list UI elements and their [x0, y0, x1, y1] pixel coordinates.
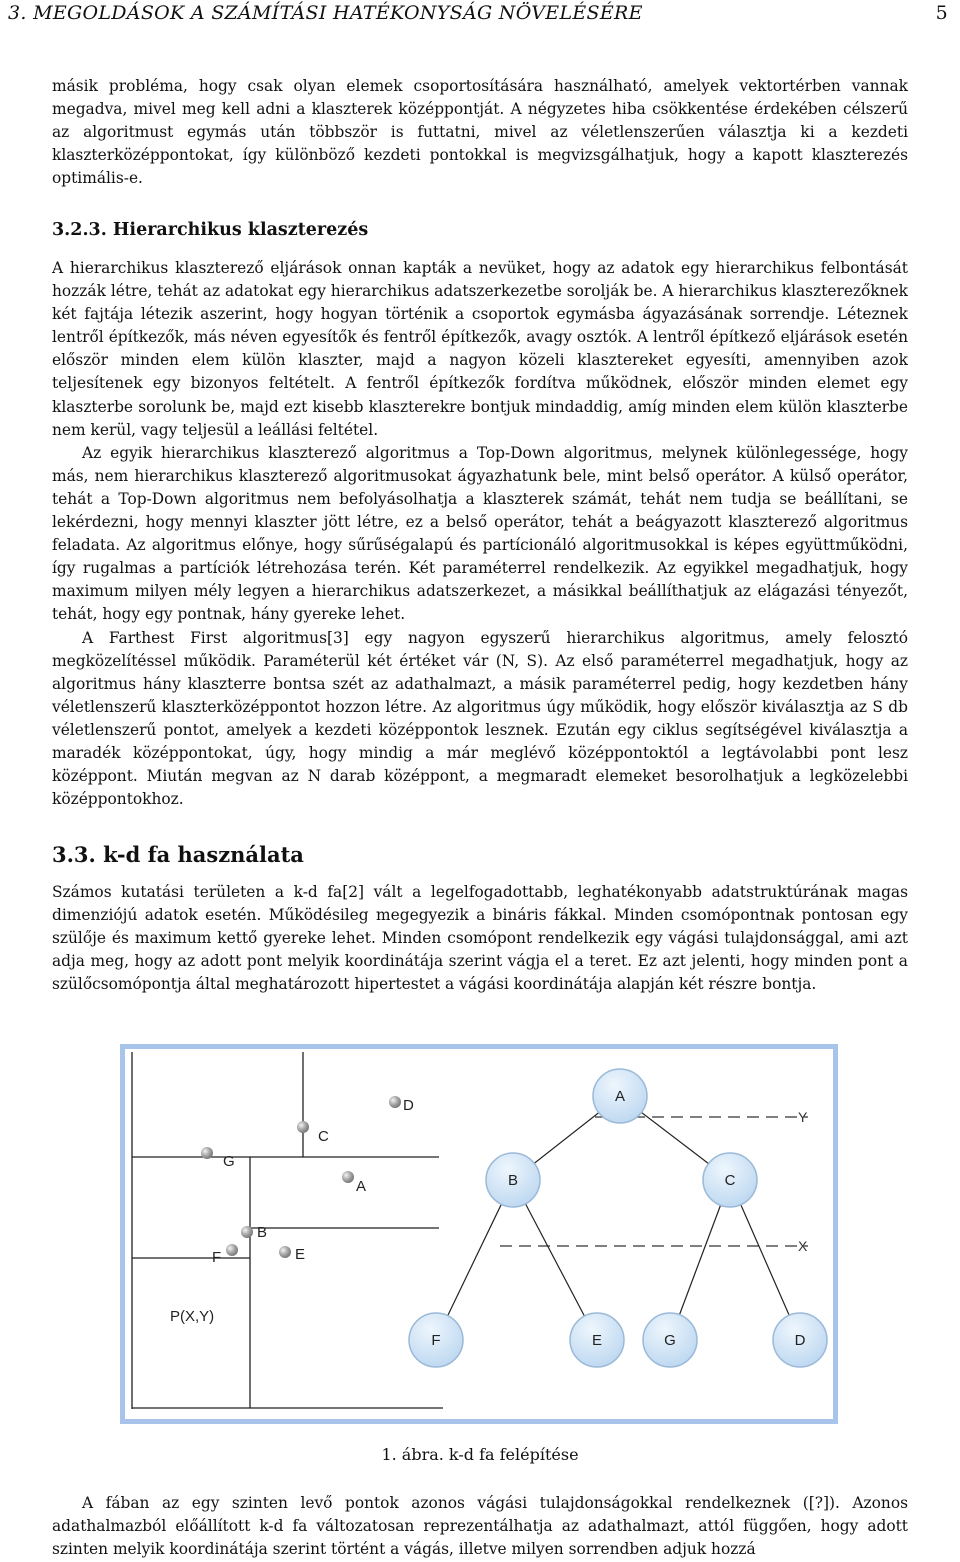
closing-paragraph: A fában az egy szinten levő pontok azonos vágási tulajdonságokkal rendelkeznek ([?]). Azonos adathalmazból előállított k-d fa változatosan reprezentálhatja az adathalmazt, attól függően, hogy adott szinten melyik koordinátája szerint történt a vágás, illetve milyen sorrendben adjuk hozzá — [52, 1494, 908, 1559]
kd-tree-figure-svg — [125, 1049, 833, 1419]
origin-label: P(X,Y) — [170, 1308, 215, 1325]
intro-paragraph: másik probléma, hogy csak olyan elemek csoportosítására használható, amelyek vektortérben vannak megadva, mivel meg kell adni a klaszterek középpontját. A négyzetes hiba csökkentése érdekében célszerű az algoritmust egymás után többször is futtatni, mivel az véletlenszerűen választja ki a kezdeti klaszterközéppontokat, így különböző kezdeti pontokkal is megvizsgálhatjuk, hogy a kapott klaszterezés optimális-e. — [52, 77, 908, 188]
kd-tree-diagram — [409, 1069, 827, 1367]
running-header — [8, 2, 948, 28]
tree-node-label-d: D — [794, 1332, 806, 1349]
point-label-b: B — [257, 1224, 268, 1241]
point-label-a: A — [356, 1178, 367, 1195]
point-label-d: D — [403, 1097, 414, 1114]
tree-node-label-a: A — [614, 1088, 626, 1105]
hier-paragraph-2: Az egyik hierarchikus klaszterező algoritmus a Top-Down algoritmus, melynek különlegessége, hogy más, nem hierarchikus klaszterező algoritmusokat ágyazhatunk bele, mint belső operátor. A külső operátor, tehát a Top-Down algoritmus nem befolyásolhatja a klaszterek számát, tehát nem tudja se beállítani, se lekérdezni, hogy mennyi klaszter jött létre, ez a belső operátor, tehát a beágyazott klaszterező algoritmus feladata. Az algoritmus előnye, hogy sűrűségalapú és partícionáló algoritmusokkal is képes együttműködni, így rugalmas a partíciók létrehozása terén. Két paraméterrel rendelkezik. Az egyikkel megadhatjuk, hogy maximum milyen mély legyen a hierarchikus adatszerkezet, a másikkal beállíthatjuk az elágazási tényezőt, tehát, hogy egy pontnak, hány gyereke lehet. — [52, 443, 908, 624]
point-a — [342, 1171, 354, 1183]
tree-node-label-f: F — [431, 1332, 441, 1349]
point-f — [226, 1244, 238, 1256]
page-number: 5 — [935, 2, 948, 24]
point-d — [389, 1096, 401, 1108]
section-heading-3-3: 3.3. k-d fa használata — [52, 842, 304, 867]
intro-paragraph-block — [52, 75, 908, 190]
tree-node-label-e: E — [591, 1332, 603, 1349]
point-g — [201, 1147, 213, 1159]
kd-tree-section-body — [52, 881, 908, 996]
point-e — [279, 1246, 291, 1258]
level-label-x: X — [798, 1238, 808, 1254]
tree-node-label-c: C — [724, 1172, 736, 1189]
tree-node-label-b: B — [507, 1172, 519, 1189]
point-label-c: C — [318, 1128, 329, 1145]
figure-caption: 1. ábra. k-d fa felépítése — [381, 1445, 579, 1464]
space-partition-diagram — [132, 1052, 443, 1409]
closing-paragraph-block — [52, 1492, 908, 1561]
section-heading-3-2-3: 3.2.3. Hierarchikus klaszterezés — [52, 220, 369, 240]
tree-node-label-g: G — [664, 1332, 676, 1349]
hierarchical-section-body — [52, 257, 908, 811]
point-label-f: F — [212, 1249, 222, 1266]
header-title: 3. MEGOLDÁSOK A SZÁMÍTÁSI HATÉKONYSÁG NÖVELÉSÉRE — [8, 2, 643, 24]
point-b — [241, 1226, 253, 1238]
level-label-y: Y — [798, 1109, 808, 1125]
point-label-e: E — [295, 1246, 306, 1263]
kd-tree-figure — [120, 1044, 838, 1424]
point-label-g: G — [223, 1153, 235, 1170]
point-c — [297, 1121, 309, 1133]
kd-tree-paragraph: Számos kutatási területen a k-d fa[2] vált a legelfogadottabb, leghatékonyabb adatstruktúrának magas dimenziójú adatok esetén. Működésileg megegyezik a bináris fákkal. Minden csomópontnak pontosan egy szülője és maximum kettő gyereke lehet. Minden csomópont rendelkezik egy vágási tulajdonsággal, ami azt adja meg, hogy az adott pont melyik koordinátája szerint vágja el a teret. Ez azt jelenti, hogy minden pont a szülőcsomópontja által meghatározott hipertestet a vágási koordinátája alapján két részre bontja. — [52, 883, 908, 994]
hier-paragraph-1: A hierarchikus klaszterező eljárások onnan kapták a nevüket, hogy az adatok egy hierarchikus felbontását hozzák létre, tehát az adatokat egy hierarchikus adatszerkezetbe sorolják be. A hierarchikus klaszterezőknek két fajtája létezik aszerint, hogy hogyan történik a csoportok egymásba ágyazásának sorrendje. Léteznek lentről építkezők, más néven egyesítők és fentről építkezők, avagy osztók. A lentről építkező eljárások esetén először minden elem külön klaszter, majd a nagyon közeli klasztereket egyesíti, amennyiben azok teljesítenek egy bizonyos feltételt. A fentről építkezők fordítva működnek, először minden elemet egy klaszterbe sorolunk be, majd ezt kisebb klaszterekre bontjuk mindaddig, amíg minden elem külön klaszterbe nem kerül, vagy teljesül a leállási feltétel. — [52, 259, 908, 439]
hier-paragraph-3: A Farthest First algoritmus[3] egy nagyon egyszerű hierarchikus algoritmus, amely felosztó megközelítéssel működik. Paraméterül két értéket vár (N, S). Az első paraméterrel megadhatjuk, hogy az algoritmus hány klaszterre bontsa szét az adathalmazt, a másik paraméterrel pedig, hogy kezdetben hány véletlenszerű klaszterközéppontot hozzon létre. Az algoritmus úgy működik, hogy először kiválasztja az S db véletlenszerű pontot, amelyek a kezdeti középpontok lesznek. Ezután egy ciklus segítségével kiválasztja a maradék középpontokat, úgy, hogy mindig a már meglévő középpontoktól a legtávolabbi pont lesz középpont. Miután megvan az N darab középpont, a megmaradt elemeket besorolhatjuk a legközelebbi középpontokhoz. — [52, 628, 908, 809]
